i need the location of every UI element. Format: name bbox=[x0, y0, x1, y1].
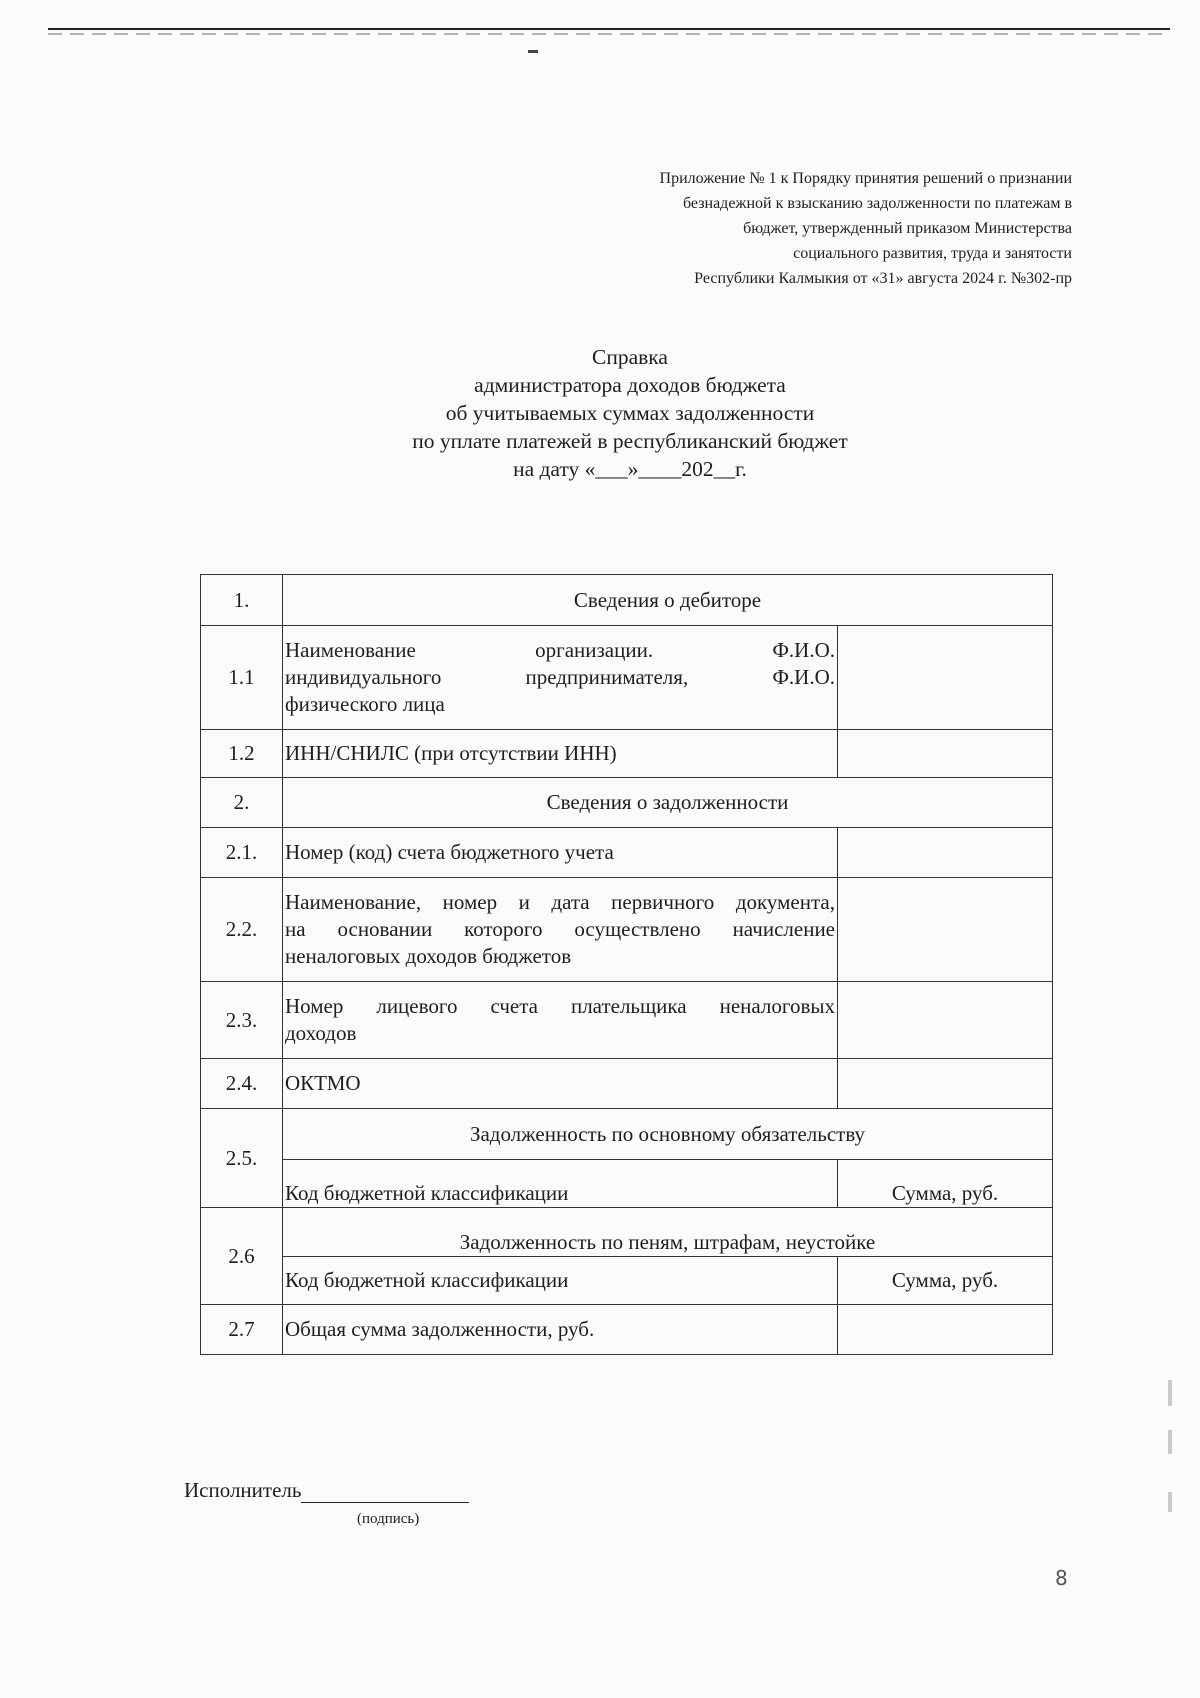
inn-value-cell[interactable] bbox=[838, 730, 1053, 778]
scan-side-mark bbox=[1168, 1380, 1172, 1406]
oktmo-label: ОКТМО bbox=[283, 1059, 838, 1109]
debt-info-table bbox=[200, 574, 1053, 1355]
sum-header: Сумма, руб. bbox=[838, 1160, 1053, 1208]
signature-caption: (подпись) bbox=[357, 1511, 420, 1527]
section-title: Сведения о задолженности bbox=[283, 778, 1053, 828]
budget-code-header: Код бюджетной классификации bbox=[283, 1257, 838, 1305]
row-number: 2.6 bbox=[201, 1208, 283, 1305]
primary-document-label bbox=[283, 878, 838, 982]
debtor-name-value-cell[interactable] bbox=[838, 626, 1053, 730]
appendix-line: Республики Калмыкия от «31» августа 2024 г. №302-пр bbox=[694, 270, 1072, 287]
scan-side-mark bbox=[1168, 1492, 1172, 1512]
primary-document-value-cell[interactable] bbox=[838, 878, 1053, 982]
scan-side-mark bbox=[1168, 1430, 1172, 1454]
scan-top-edge-noise bbox=[48, 33, 1170, 35]
total-debt-value-cell[interactable] bbox=[838, 1305, 1053, 1355]
inn-row bbox=[201, 730, 1053, 778]
total-debt-row bbox=[201, 1305, 1053, 1355]
row-number: 2.5. bbox=[201, 1109, 283, 1208]
inn-label: ИНН/СНИЛС (при отсутствии ИНН) bbox=[283, 730, 838, 778]
primary-document-row bbox=[201, 878, 1053, 982]
row-number: 2.3. bbox=[201, 982, 283, 1059]
account-code-label: Номер (код) счета бюджетного учета bbox=[283, 828, 838, 878]
account-code-value-cell[interactable] bbox=[838, 828, 1053, 878]
signature-label: Исполнитель bbox=[184, 1478, 302, 1502]
debtor-name-row bbox=[201, 626, 1053, 730]
row-number: 2.1. bbox=[201, 828, 283, 878]
row-number: 2.2. bbox=[201, 878, 283, 982]
penalty-debt-title-row bbox=[201, 1208, 1053, 1257]
penalty-debt-header-row bbox=[201, 1257, 1053, 1305]
title-date-line: на дату «___»____202__г. bbox=[513, 457, 747, 481]
title-line: Справка bbox=[592, 345, 668, 369]
appendix-line: социального развития, труда и занятости bbox=[793, 245, 1072, 262]
row-number: 2.7 bbox=[201, 1305, 283, 1355]
scan-top-edge bbox=[48, 28, 1170, 30]
label-line: на основании которого осуществлено начисление bbox=[285, 917, 835, 941]
row-number: 1. bbox=[201, 575, 283, 626]
signature-block bbox=[184, 1478, 469, 1503]
oktmo-row bbox=[201, 1059, 1053, 1109]
row-number: 2.4. bbox=[201, 1059, 283, 1109]
main-debt-title: Задолженность по основному обязательству bbox=[283, 1109, 1053, 1160]
appendix-line: безнадежной к взысканию задолженности по платежам в bbox=[682, 195, 1072, 212]
debtor-name-label bbox=[283, 626, 838, 730]
main-debt-header-row bbox=[201, 1160, 1053, 1208]
page-number: 8 bbox=[1055, 1566, 1068, 1590]
personal-account-row bbox=[201, 982, 1053, 1059]
title-line: администратора доходов бюджета bbox=[474, 373, 786, 397]
label-line: Номер лицевого счета плательщика неналоговых bbox=[285, 994, 835, 1018]
section-debt-row bbox=[201, 778, 1053, 828]
title-line: об учитываемых суммах задолженности bbox=[445, 401, 815, 425]
penalty-debt-title: Задолженность по пеням, штрафам, неустойке bbox=[283, 1208, 1053, 1257]
label-line: неналоговых доходов бюджетов bbox=[285, 944, 572, 968]
label-line: Наименование организации. Ф.И.О. bbox=[285, 638, 835, 662]
document-title bbox=[300, 343, 960, 483]
appendix-line: Приложение № 1 к Порядку принятия решений о признании bbox=[659, 170, 1072, 187]
label-line: физического лица bbox=[285, 692, 445, 716]
personal-account-label bbox=[283, 982, 838, 1059]
section-title: Сведения о дебиторе bbox=[283, 575, 1053, 626]
label-line: индивидуального предпринимателя, Ф.И.О. bbox=[285, 665, 835, 689]
row-number: 1.2 bbox=[201, 730, 283, 778]
main-debt-title-row bbox=[201, 1109, 1053, 1160]
row-number: 2. bbox=[201, 778, 283, 828]
signature-line[interactable] bbox=[301, 1480, 469, 1503]
budget-code-header: Код бюджетной классификации bbox=[283, 1160, 838, 1208]
row-number: 1.1 bbox=[201, 626, 283, 730]
scan-speck bbox=[528, 50, 538, 53]
account-code-row bbox=[201, 828, 1053, 878]
total-debt-label: Общая сумма задолженности, руб. bbox=[283, 1305, 838, 1355]
label-line: доходов bbox=[285, 1021, 357, 1045]
section-debtor-row bbox=[201, 575, 1053, 626]
oktmo-value-cell[interactable] bbox=[838, 1059, 1053, 1109]
label-line: Наименование, номер и дата первичного документа, bbox=[285, 890, 835, 914]
appendix-note bbox=[560, 166, 1072, 291]
sum-header: Сумма, руб. bbox=[838, 1257, 1053, 1305]
appendix-line: бюджет, утвержденный приказом Министерства bbox=[743, 220, 1072, 237]
title-line: по уплате платежей в республиканский бюджет bbox=[412, 429, 848, 453]
personal-account-value-cell[interactable] bbox=[838, 982, 1053, 1059]
